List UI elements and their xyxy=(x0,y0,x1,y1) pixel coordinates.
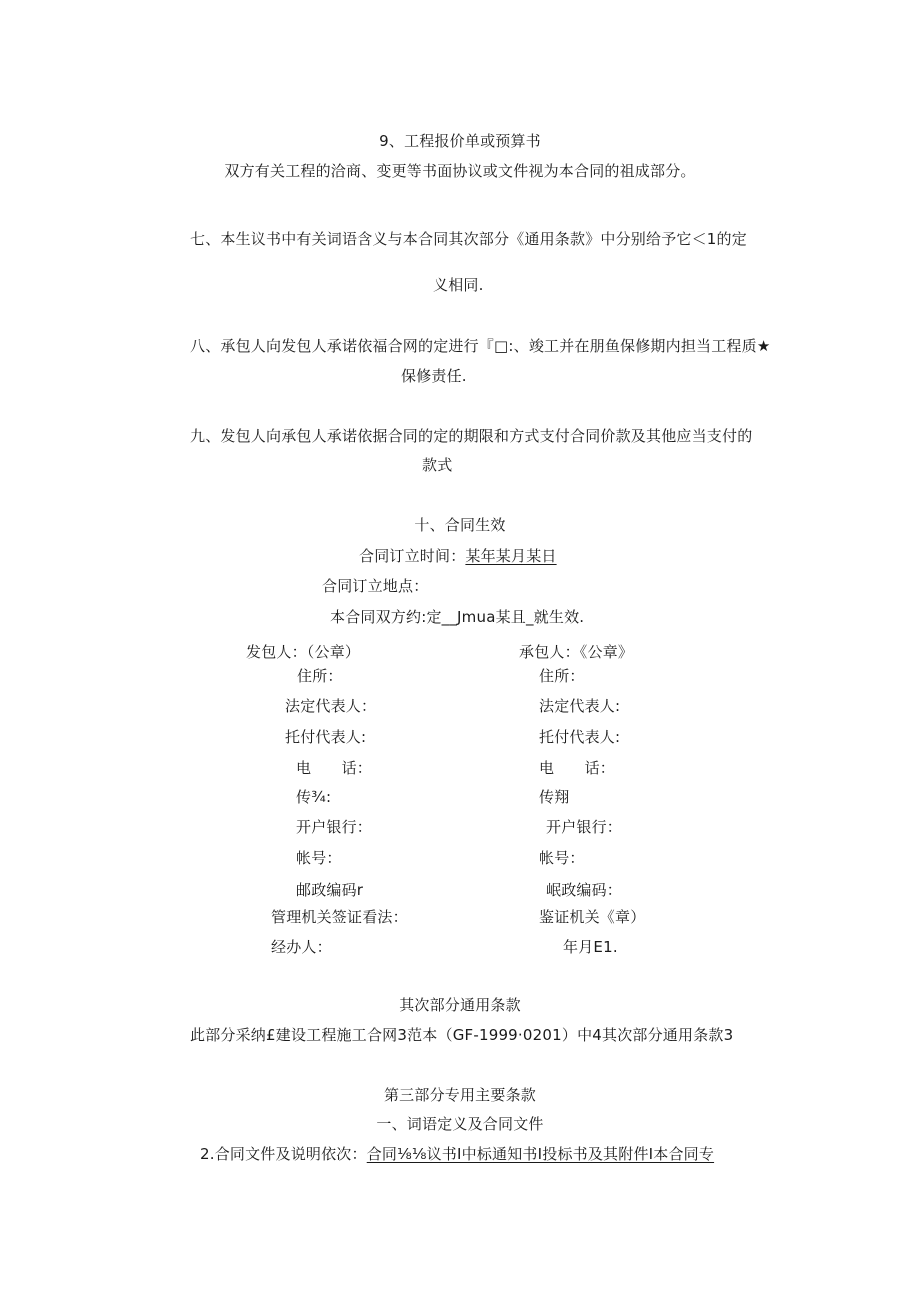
clause-9-line-2: 款式 xyxy=(422,456,453,474)
contractor-bank: 开户银行： xyxy=(546,818,623,836)
contractor-heading: 承包人：《公章》 xyxy=(519,643,634,661)
employer-heading: 发包人：（公章） xyxy=(246,643,361,661)
item-2-value: 合同⅛⅛议书I中标通知书I投标书及其附件I本合同专 xyxy=(366,1145,715,1163)
contractor-account: 帐号： xyxy=(539,849,585,867)
part-3-item-2 xyxy=(200,1144,714,1164)
authentication-authority: 鉴证机关《章） xyxy=(539,908,646,926)
clause-8-line-2: 保修责任. xyxy=(401,367,467,385)
part-2-title: 其次部分通用条款 xyxy=(399,996,521,1014)
item-2-label: 2.合同文件及说明依次： xyxy=(200,1145,367,1163)
part-3-section-1: 一、词语定义及合同文件 xyxy=(376,1115,544,1133)
part-2-text: 此部分采纳£建设工程施工合网3范本（GF-1999·0201）中4其次部分通用条款3 xyxy=(190,1026,734,1044)
contractor-legal-rep: 法定代表人: xyxy=(539,697,621,715)
employer-legal-rep: 法定代表人： xyxy=(285,697,377,715)
effective-statement: 本合同双方约:定__Jmua某且_就生效. xyxy=(330,608,585,626)
contractor-phone: 电 话： xyxy=(539,759,616,777)
authentication-date: 年月E1. xyxy=(563,938,618,956)
authority-opinion: 管理机关签证看法： xyxy=(271,908,408,926)
sign-time-value: 某年某月某日 xyxy=(465,547,557,565)
effect-section-title: 十、合同生效 xyxy=(414,516,506,534)
contractor-agent: 托付代表人: xyxy=(539,728,621,746)
attachment-item-9: 9、工程报价单或预算书 xyxy=(379,132,541,150)
employer-fax: 传¾: xyxy=(296,788,332,806)
sign-time-label: 合同订立时间： xyxy=(359,547,466,565)
clause-9-line-1: 九、发包人向承包人承诺依据合同的定的期限和方式支付合同价款及其他应当支付的 xyxy=(190,427,753,445)
employer-postcode: 邮政编码r xyxy=(296,881,364,899)
employer-bank: 开户银行： xyxy=(296,818,373,836)
contractor-address: 住所： xyxy=(539,667,585,685)
employer-address: 住所： xyxy=(297,667,343,685)
employer-agent: 托付代表人: xyxy=(285,728,367,746)
employer-phone: 电 话： xyxy=(296,759,373,777)
clause-7-line-2: 义相同. xyxy=(433,276,484,294)
negotiation-paragraph: 双方有关工程的洽商、变更等书面协议或文件视为本合同的祖成部分。 xyxy=(224,162,696,180)
handler: 经办人： xyxy=(271,938,332,956)
part-3-title: 第三部分专用主要条款 xyxy=(383,1086,536,1104)
sign-time xyxy=(359,546,557,566)
employer-account: 帐号： xyxy=(296,849,342,867)
sign-place-label: 合同订立地点： xyxy=(322,577,429,595)
contractor-fax: 传翔 xyxy=(539,788,570,806)
clause-8-line-1: 八、承包人向发包人承诺依福合网的定进行『□:、竣工并在朋鱼保修期内担当工程质★ xyxy=(190,337,771,355)
clause-7-line-1: 七、本生议书中有关词语含义与本合同其次部分《通用条款》中分别给予它＜1的定 xyxy=(190,230,747,248)
contractor-postcode: 岷政编码： xyxy=(546,881,623,899)
